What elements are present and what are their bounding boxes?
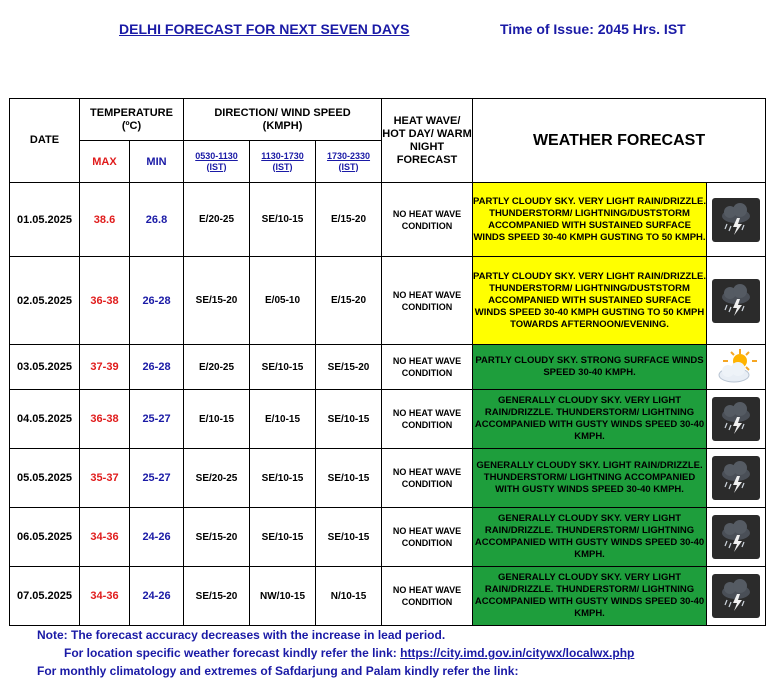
row-min-temp: 25-27 (130, 449, 184, 508)
row-max-temp: 35-37 (80, 449, 130, 508)
row-wind-slot-3: SE/10-15 (316, 449, 382, 508)
row-forecast-text: PARTLY CLOUDY SKY. VERY LIGHT RAIN/DRIZZLE. THUNDERSTORM/ LIGHTNING/DUSTSTORM ACCOMPANIED WITH SUSTAINED SURFACE WINDS SPEED 30-40 KMPH GUSTING TO 50 KMPH TOWARDS AFTERNOON/EVENING. (473, 257, 707, 345)
forecast-table (9, 98, 766, 626)
row-wind-slot-3: E/15-20 (316, 183, 382, 257)
link-line (64, 646, 634, 660)
row-min-temp: 26.8 (130, 183, 184, 257)
row-max-temp: 36-38 (80, 390, 130, 449)
row-wind-slot-1: E/20-25 (184, 183, 250, 257)
header-wind-unit: (KMPH) (262, 119, 303, 132)
localwx-link[interactable]: https://city.imd.gov.in/citywx/localwx.php (400, 646, 635, 660)
table-row (10, 390, 766, 449)
row-wind-slot-3: SE/10-15 (316, 508, 382, 567)
row-wind-slot-2: NW/10-15 (250, 567, 316, 626)
issue-time: Time of Issue: 2045 Hrs. IST (500, 21, 686, 37)
table-row (10, 257, 766, 345)
row-min-temp: 24-26 (130, 567, 184, 626)
row-wind-slot-3: N/10-15 (316, 567, 382, 626)
page-title: DELHI FORECAST FOR NEXT SEVEN DAYS (119, 21, 410, 37)
row-forecast-text: PARTLY CLOUDY SKY. STRONG SURFACE WINDS SPEED 30-40 KMPH. (473, 345, 707, 390)
row-wind-slot-2: E/10-15 (250, 390, 316, 449)
row-wind-slot-1: E/20-25 (184, 345, 250, 390)
forecast-rows (10, 183, 766, 626)
row-weather-icon-cell (707, 449, 766, 508)
slot-2-unit: (IST) (272, 161, 293, 172)
header-slot-3 (316, 141, 382, 183)
row-max-temp: 34-36 (80, 567, 130, 626)
row-wind-slot-1: SE/15-20 (184, 508, 250, 567)
slot-3-unit: (IST) (338, 161, 359, 172)
thunderstorm-icon (712, 515, 760, 559)
header-date: DATE (10, 99, 80, 183)
table-row (10, 449, 766, 508)
row-max-temp: 34-36 (80, 508, 130, 567)
thunderstorm-icon (712, 574, 760, 618)
header-slot-1 (184, 141, 250, 183)
row-heat-status: NO HEAT WAVE CONDITION (382, 183, 473, 257)
link-prefix: For location specific weather forecast kindly refer the link: (64, 646, 397, 660)
row-weather-icon-cell (707, 183, 766, 257)
row-wind-slot-2: E/05-10 (250, 257, 316, 345)
table-row (10, 183, 766, 257)
row-min-temp: 26-28 (130, 257, 184, 345)
row-date: 07.05.2025 (10, 567, 80, 626)
row-heat-status: NO HEAT WAVE CONDITION (382, 345, 473, 390)
header-wind (184, 99, 382, 141)
note-line (37, 628, 445, 642)
header-wind-label: DIRECTION/ WIND SPEED (214, 106, 351, 119)
header-weather-forecast: WEATHER FORECAST (473, 99, 766, 183)
row-wind-slot-1: SE/15-20 (184, 567, 250, 626)
header-slot-2 (250, 141, 316, 183)
row-min-temp: 26-28 (130, 345, 184, 390)
row-date: 04.05.2025 (10, 390, 80, 449)
row-wind-slot-2: SE/10-15 (250, 183, 316, 257)
row-forecast-text: GENERALLY CLOUDY SKY. VERY LIGHT RAIN/DRIZZLE. THUNDERSTORM/ LIGHTNING ACCOMPANIED WITH GUSTY WINDS SPEED 30-40 KMPH. (473, 508, 707, 567)
row-wind-slot-3: E/15-20 (316, 257, 382, 345)
row-heat-status: NO HEAT WAVE CONDITION (382, 390, 473, 449)
row-heat-status: NO HEAT WAVE CONDITION (382, 257, 473, 345)
slot-1-time: 0530-1130 (195, 150, 238, 161)
row-weather-icon-cell (707, 345, 766, 390)
note-text: The forecast accuracy decreases with the increase in lead period. (71, 628, 446, 642)
row-date: 06.05.2025 (10, 508, 80, 567)
row-forecast-text: GENERALLY CLOUDY SKY. VERY LIGHT RAIN/DRIZZLE. THUNDERSTORM/ LIGHTNING ACCOMPANIED WITH GUSTY WINDS SPEED 30-40 KMPH. (473, 567, 707, 626)
row-forecast-text: PARTLY CLOUDY SKY. VERY LIGHT RAIN/DRIZZLE. THUNDERSTORM/ LIGHTNING/DUSTSTORM ACCOMPANIED WITH SUSTAINED SURFACE WINDS SPEED 30-40 KMPH GUSTING TO 50 KMPH. (473, 183, 707, 257)
header-temperature-unit: (ºC) (121, 119, 142, 132)
row-max-temp: 38.6 (80, 183, 130, 257)
row-weather-icon-cell (707, 508, 766, 567)
row-heat-status: NO HEAT WAVE CONDITION (382, 508, 473, 567)
climatology-line: For monthly climatology and extremes of Safdarjung and Palam kindly refer the link: (37, 664, 519, 678)
slot-1-unit: (IST) (206, 161, 227, 172)
table-row (10, 567, 766, 626)
header-heat: HEAT WAVE/ HOT DAY/ WARM NIGHT FORECAST (382, 99, 473, 183)
row-max-temp: 37-39 (80, 345, 130, 390)
header-min: MIN (130, 141, 184, 183)
row-date: 01.05.2025 (10, 183, 80, 257)
row-wind-slot-2: SE/10-15 (250, 449, 316, 508)
table-row (10, 508, 766, 567)
row-min-temp: 24-26 (130, 508, 184, 567)
slot-2-time: 1130-1730 (261, 150, 304, 161)
row-wind-slot-2: SE/10-15 (250, 508, 316, 567)
row-max-temp: 36-38 (80, 257, 130, 345)
row-wind-slot-1: E/10-15 (184, 390, 250, 449)
row-weather-icon-cell (707, 567, 766, 626)
row-date: 02.05.2025 (10, 257, 80, 345)
thunderstorm-icon (712, 397, 760, 441)
row-weather-icon-cell (707, 390, 766, 449)
thunderstorm-icon (712, 279, 760, 323)
row-wind-slot-1: SE/15-20 (184, 257, 250, 345)
row-heat-status: NO HEAT WAVE CONDITION (382, 449, 473, 508)
row-min-temp: 25-27 (130, 390, 184, 449)
note-label: Note: (37, 628, 68, 642)
partly-cloudy-icon (712, 345, 760, 389)
row-date: 05.05.2025 (10, 449, 80, 508)
row-wind-slot-2: SE/10-15 (250, 345, 316, 390)
thunderstorm-icon (712, 456, 760, 500)
row-forecast-text: GENERALLY CLOUDY SKY. VERY LIGHT RAIN/DRIZZLE. THUNDERSTORM/ LIGHTNING ACCOMPANIED WITH GUSTY WINDS SPEED 30-40 KMPH. (473, 390, 707, 449)
row-wind-slot-3: SE/15-20 (316, 345, 382, 390)
row-forecast-text: GENERALLY CLOUDY SKY. LIGHT RAIN/DRIZZLE. THUNDERSTORM/ LIGHTNING ACCOMPANIED WITH GUSTY WINDS SPEED 30-40 KMPH. (473, 449, 707, 508)
slot-3-time: 1730-2330 (326, 150, 371, 161)
table-row (10, 345, 766, 390)
row-wind-slot-3: SE/10-15 (316, 390, 382, 449)
thunderstorm-icon (712, 198, 760, 242)
row-wind-slot-1: SE/20-25 (184, 449, 250, 508)
header-max: MAX (80, 141, 130, 183)
header-temperature-label: TEMPERATURE (90, 106, 173, 119)
row-date: 03.05.2025 (10, 345, 80, 390)
row-heat-status: NO HEAT WAVE CONDITION (382, 567, 473, 626)
header-temperature (80, 99, 184, 141)
row-weather-icon-cell (707, 257, 766, 345)
